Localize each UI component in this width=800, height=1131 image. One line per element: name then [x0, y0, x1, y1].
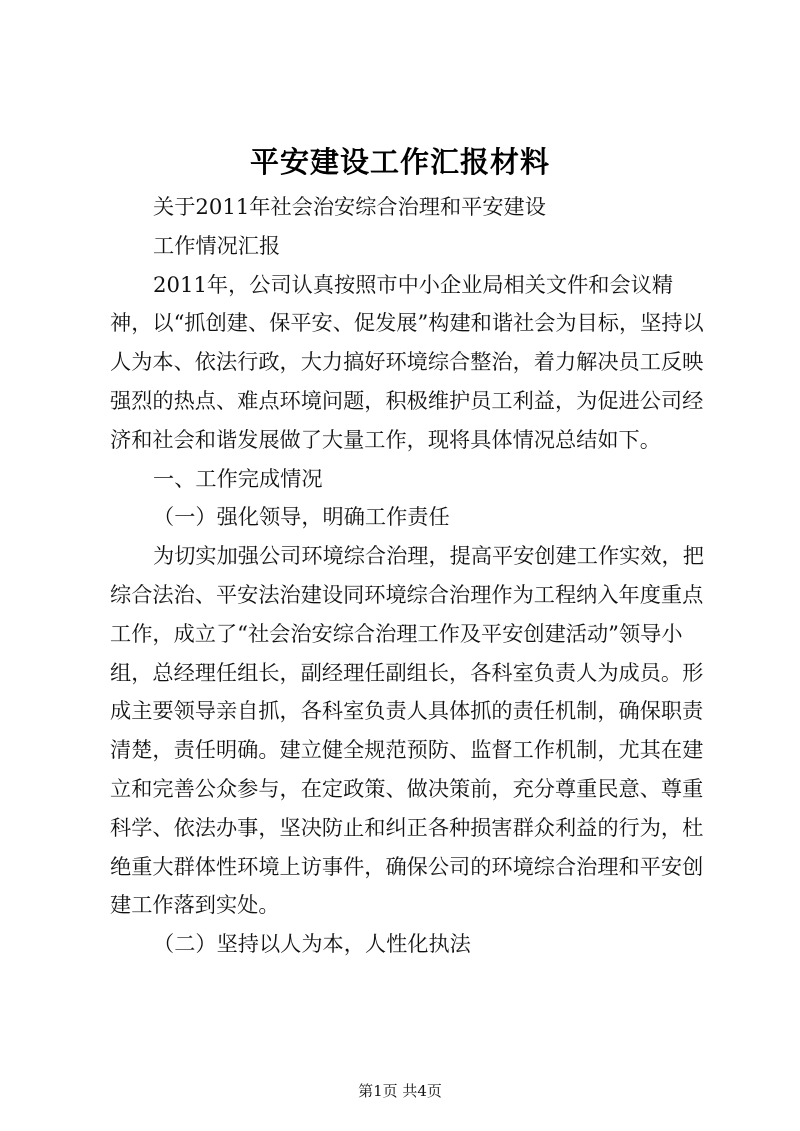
subsection-heading-1: （一）强化领导，明确工作责任 [153, 504, 450, 530]
subtitle-line-2: 工作情况汇报 [153, 232, 281, 258]
section-heading: 一、工作完成情况 [153, 465, 323, 491]
paragraph-leadership: 为切实加强公司环境综合治理，提高平安创建工作实效，把综合法治、平安法治建设同环境综合治理作为工程纳入年度重点工作，成立了“社会治安综合治理工作及平安创建活动”领导小组，总经理任组长，副经理任副组长，各科室负责人为成员。形成主要领导亲自抓，各科室负责人具体抓的责任机制，确保职责清楚，责任明确。建立健全规范预防、监督工作机制，尤其在建立和完善公众参与，在定政策、做决策前，充分尊重民意、尊重科学、依法办事，坚决防止和纠正各种损害群众利益的行为，杜绝重大群体性环境上访事件，确保公司的环境综合治理和平安创建工作落到实处。 [110, 543, 704, 918]
document-title: 平安建设工作汇报材料 [249, 145, 550, 179]
document-body [110, 188, 710, 964]
subtitle-line-1: 关于2011年社会治安综合治理和平安建设 [153, 194, 546, 219]
page-footer: 第1页 共4页 [358, 1082, 442, 1100]
subsection-heading-2: （二）坚持以人为本，人性化执法 [153, 931, 471, 957]
paragraph-intro: 2011年，公司认真按照市中小企业局相关文件和会议精神，以“抓创建、保平安、促发展”构建和谐社会为目标，坚持以人为本、依法行政，大力搞好环境综合整治，着力解决员工反映强烈的热点、难点环境问题，积极维护员工利益，为促进公司经济和社会和谐发展做了大量工作，现将具体情况总结如下。 [110, 271, 704, 452]
